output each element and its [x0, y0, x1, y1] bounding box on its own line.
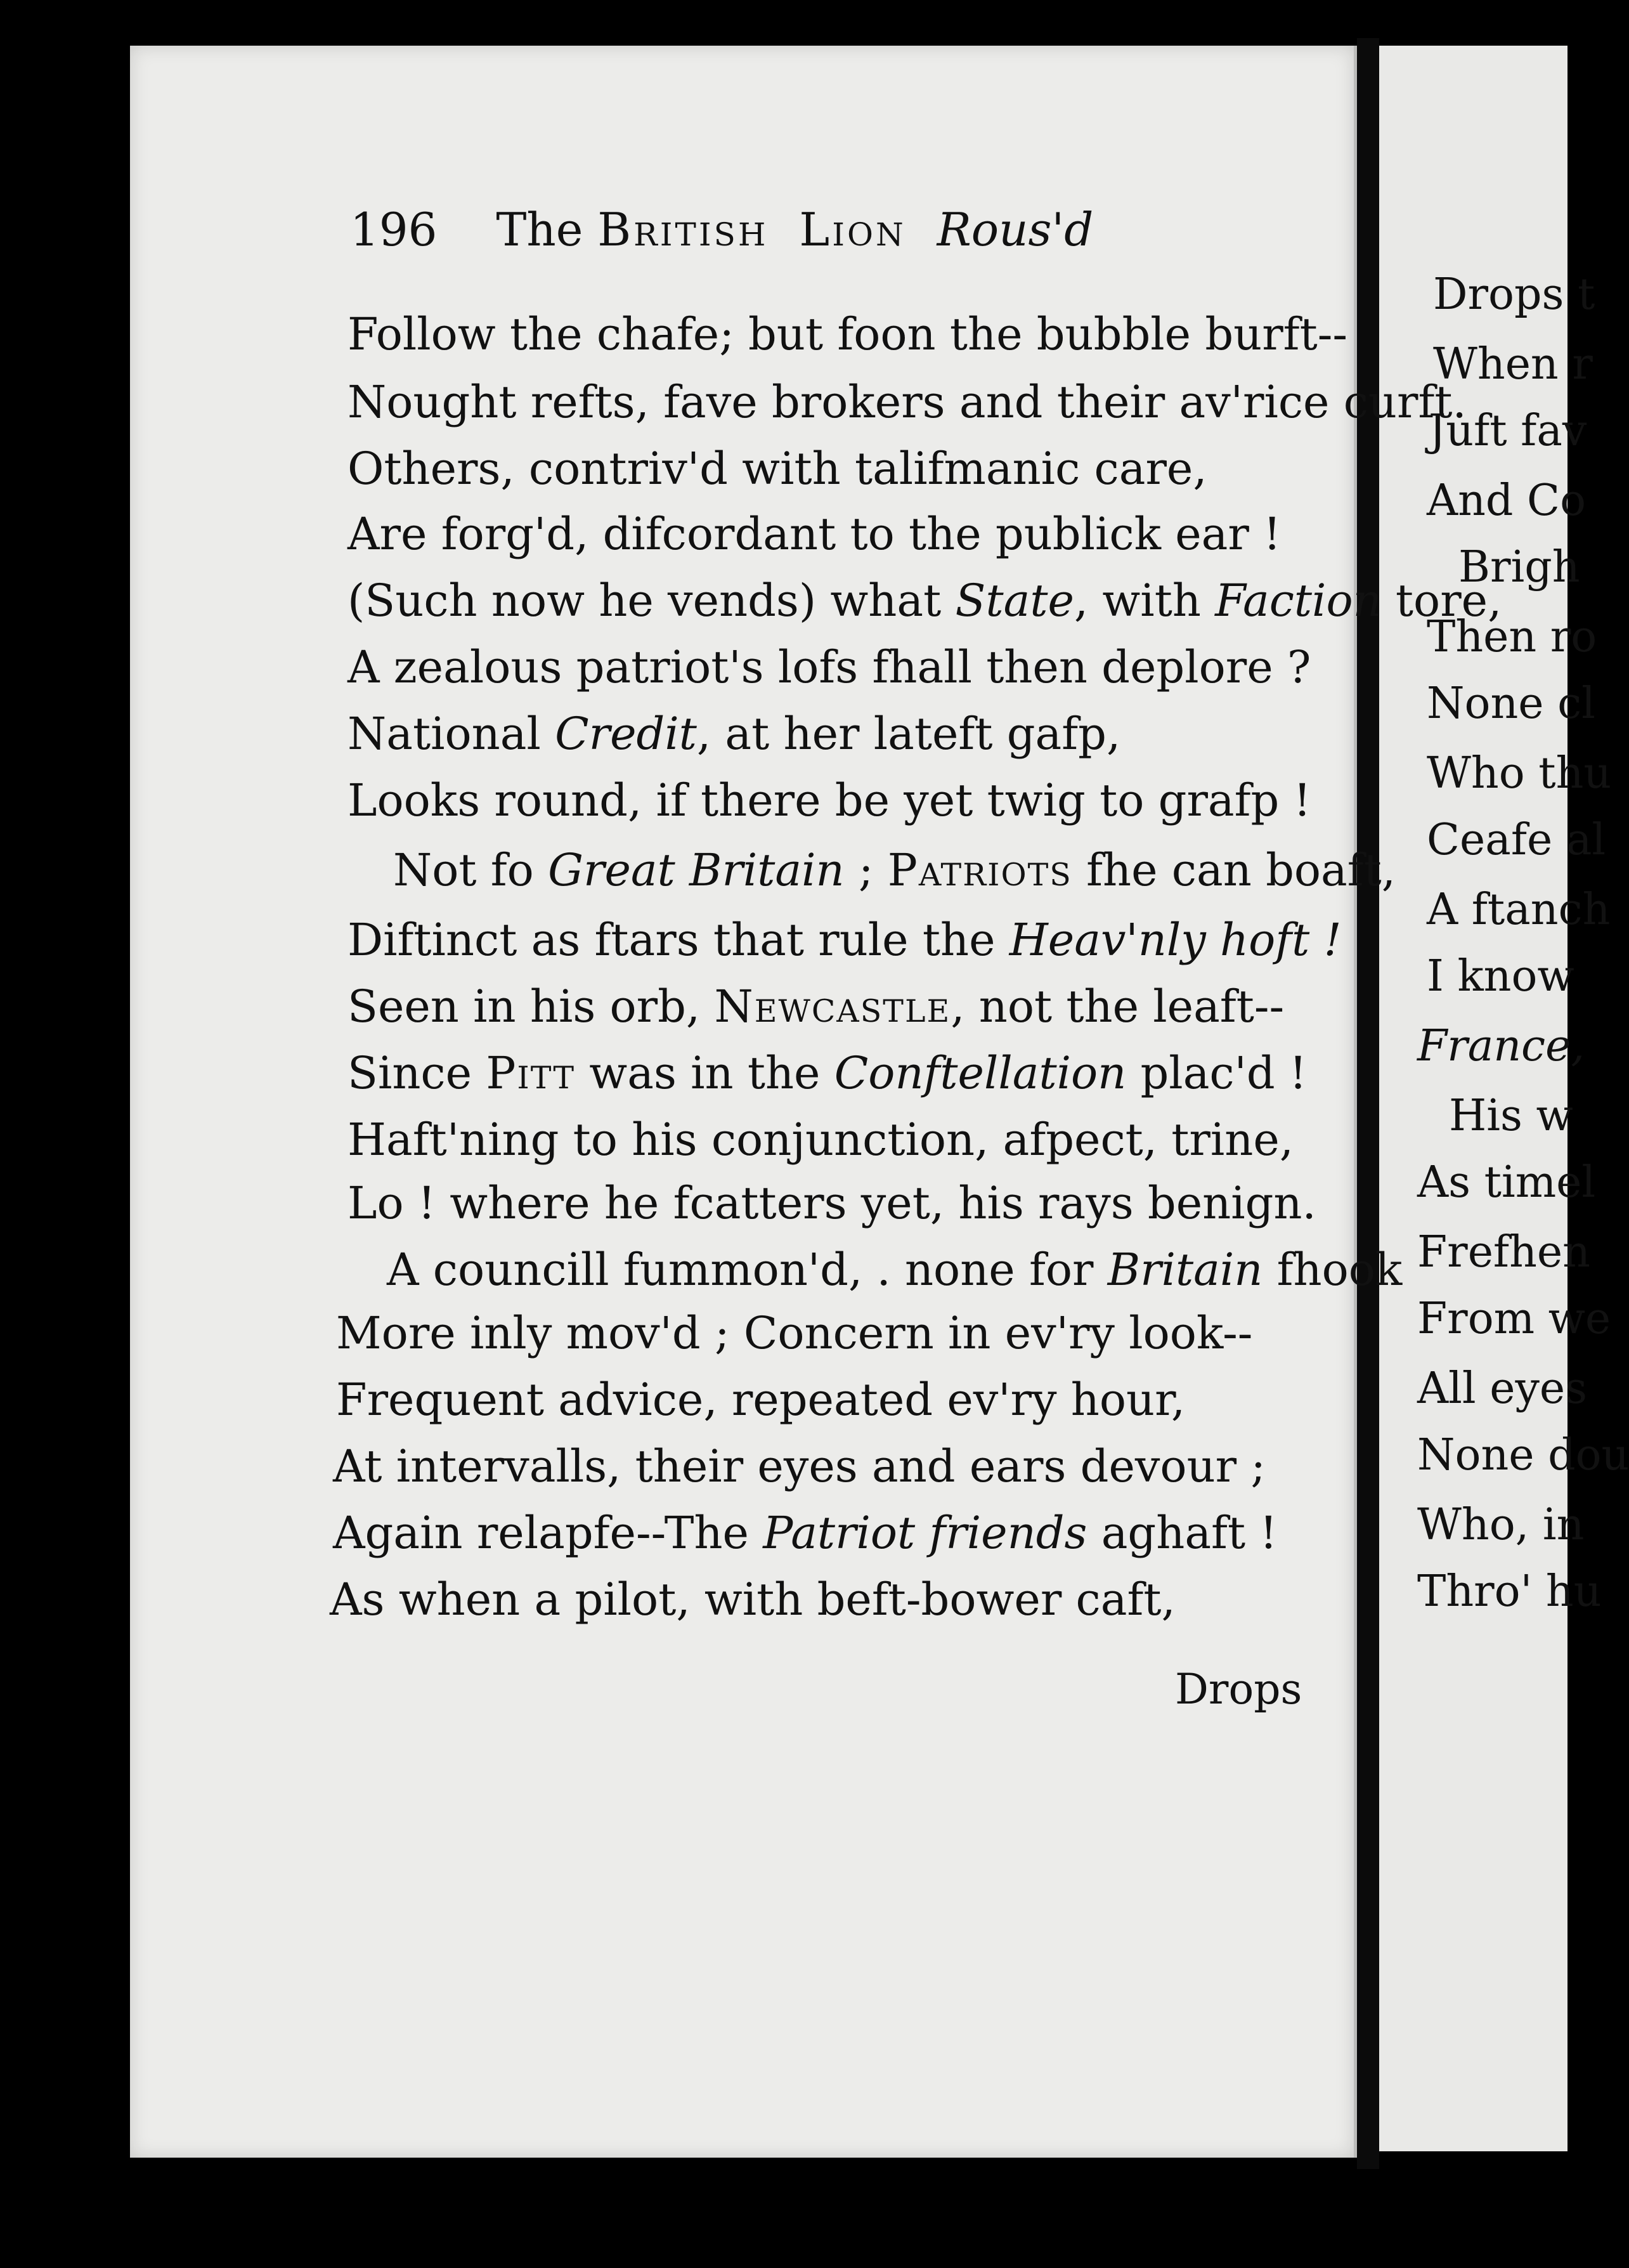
verse-segment: Britain — [1107, 1244, 1263, 1296]
verse-line — [347, 308, 1347, 361]
verse-segment: aghaft ! — [1087, 1507, 1278, 1559]
right-page-line: Brigh — [1458, 542, 1580, 592]
verse-segment: Again relapfe--The — [333, 1507, 763, 1559]
verse-segment: A councill fummon'd, . none for — [387, 1244, 1108, 1296]
verse-segment: Looks round, if there be yet twig to grafp ! — [347, 774, 1311, 826]
verse-segment: Heav'nly hoft ! — [1009, 914, 1342, 966]
running-header — [350, 203, 1093, 256]
verse-segment: (Such now he vends) what — [347, 575, 956, 627]
verse-line — [336, 1373, 1185, 1426]
verse-line — [393, 844, 1396, 897]
right-page-line: None dou — [1417, 1430, 1629, 1480]
verse-segment: Diftinct as ftars that rule the — [347, 914, 1009, 966]
verse-segment: Conftellation — [834, 1047, 1127, 1099]
right-page-line: Thro' hu — [1417, 1567, 1602, 1617]
book-spine — [1357, 38, 1379, 2169]
header-rousd: Rous'd — [937, 203, 1094, 256]
verse-line — [347, 375, 1467, 429]
verse-segment: National — [347, 708, 555, 760]
verse-segment: Are forg'd, difcordant to the publick ear ! — [347, 508, 1282, 560]
right-page-line: France, — [1417, 1021, 1585, 1071]
right-page-line: I know — [1427, 951, 1574, 1001]
verse-segment: fhook — [1262, 1244, 1403, 1296]
left-page — [130, 46, 1358, 2158]
verse-segment: , at her lateft gafp, — [696, 708, 1121, 760]
right-page-line: Drops t — [1433, 270, 1595, 320]
catchword: Drops — [1175, 1665, 1302, 1714]
verse-line — [347, 1046, 1307, 1100]
verse-segment: ; — [844, 844, 888, 896]
verse-segment: More inly mov'd ; Concern in ev'ry look-- — [336, 1307, 1253, 1359]
right-page-line: Who, in — [1417, 1500, 1585, 1550]
verse-segment: Nought refts, fave brokers and their av'rice curft. — [347, 376, 1467, 428]
verse-line — [333, 1506, 1277, 1560]
verse-segment: Credit — [555, 708, 697, 760]
verse-segment: Patriots — [887, 844, 1072, 896]
verse-segment: Great Britain — [548, 844, 845, 896]
verse-line — [347, 913, 1342, 967]
verse-segment: As when a pilot, with beft-bower caft, — [330, 1574, 1176, 1626]
verse-segment: Pitt — [486, 1047, 576, 1099]
right-page-line: When r — [1433, 339, 1593, 389]
right-page-line: As timel — [1417, 1157, 1596, 1208]
page-number: 196 — [350, 203, 438, 256]
verse-segment: tore, — [1381, 575, 1502, 627]
verse-segment: was in the — [575, 1047, 834, 1099]
verse-segment: Since — [347, 1047, 486, 1099]
verse-line — [336, 1307, 1252, 1360]
right-page-line: From we — [1417, 1294, 1611, 1344]
verse-line — [347, 707, 1120, 760]
verse-segment: Patriot friends — [763, 1507, 1087, 1559]
right-page-line: Juft fav — [1429, 406, 1587, 456]
verse-line — [347, 980, 1284, 1033]
verse-line — [387, 1243, 1402, 1296]
verse-segment: , not the leaft-- — [951, 981, 1285, 1033]
verse-segment: A zealous patriot's lofs fhall then deplore ? — [347, 641, 1311, 693]
verse-segment: Seen in his orb, — [347, 981, 715, 1033]
verse-segment: Newcastle — [714, 981, 951, 1033]
verse-segment: , with — [1074, 575, 1216, 627]
right-page-line: Ceafe al — [1427, 815, 1606, 865]
right-page-line: And Co — [1427, 476, 1587, 526]
verse-segment: Not fo — [393, 844, 548, 896]
verse-line — [347, 1113, 1294, 1166]
verse-segment: Haft'ning to his conjunction, afpect, trine, — [347, 1114, 1294, 1166]
verse-segment: Faction — [1215, 575, 1382, 627]
verse-segment: At intervalls, their eyes and ears devour ; — [333, 1440, 1266, 1492]
verse-line — [347, 574, 1502, 627]
right-page-line: His w — [1449, 1091, 1573, 1141]
verse-segment: Follow the chafe; but foon the bubble burft-- — [347, 308, 1348, 360]
verse-segment: plac'd ! — [1126, 1047, 1308, 1099]
right-page-line: Frefhen — [1417, 1227, 1590, 1277]
verse-segment: Lo ! where he fcatters yet, his rays benign. — [347, 1177, 1316, 1229]
verse-segment: fhe can boaft, — [1072, 844, 1396, 896]
verse-line — [347, 1176, 1316, 1230]
verse-line — [347, 641, 1311, 694]
verse-line — [330, 1573, 1176, 1626]
verse-line — [347, 442, 1207, 495]
header-lion: Lion — [799, 203, 906, 256]
right-page-line: Who thu — [1427, 748, 1612, 798]
right-page — [1379, 46, 1629, 2151]
verse-line — [347, 507, 1281, 561]
right-page-line: None cl — [1427, 679, 1595, 729]
verse-segment: State — [955, 575, 1074, 627]
header-british: British — [597, 203, 769, 256]
right-page-line: Then ro — [1427, 612, 1597, 662]
verse-line — [347, 774, 1311, 827]
right-page-line: A ftanch — [1427, 885, 1611, 935]
right-page-line: All eyes — [1417, 1364, 1588, 1414]
verse-segment: Others, contriv'd with talifmanic care, — [347, 443, 1207, 495]
header-the: The — [496, 203, 583, 256]
verse-segment: Frequent advice, repeated ev'ry hour, — [336, 1374, 1186, 1426]
verse-line — [333, 1440, 1266, 1493]
